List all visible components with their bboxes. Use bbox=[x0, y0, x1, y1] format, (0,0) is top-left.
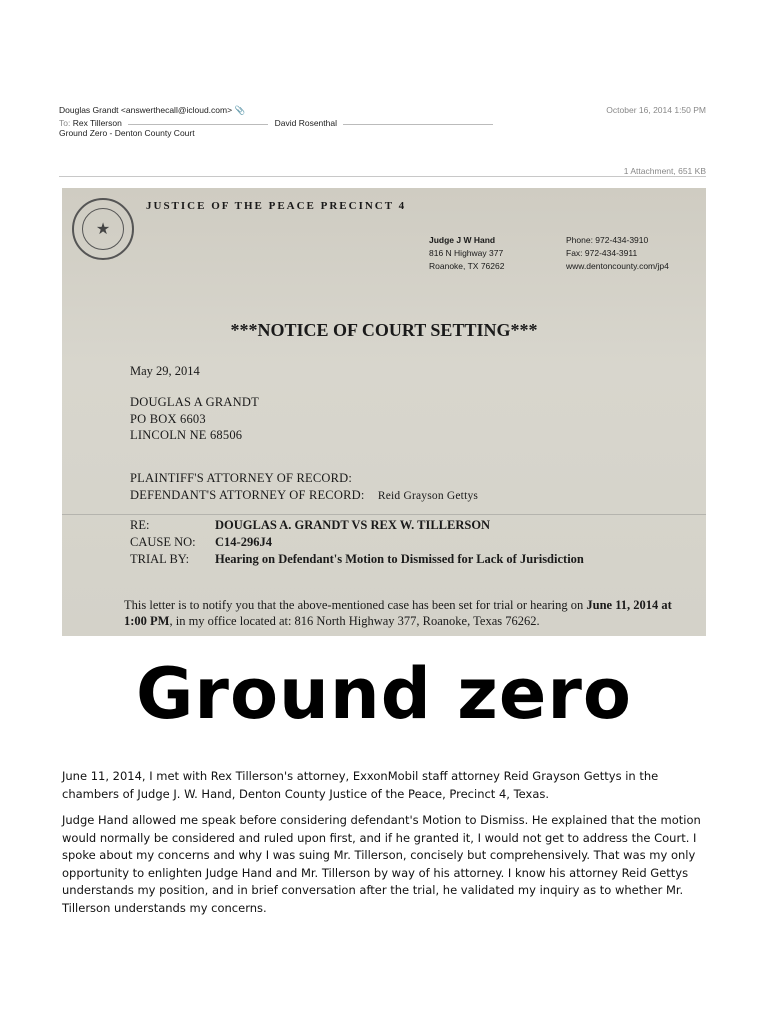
judge-address-1: 816 N Highway 377 bbox=[429, 248, 504, 258]
email-recipients bbox=[59, 118, 497, 128]
recipient-1[interactable]: Rex Tillerson bbox=[72, 118, 122, 128]
judge-name: Judge J W Hand bbox=[429, 235, 496, 245]
sender-address: Douglas Grandt <answerthecall@icloud.com> bbox=[59, 105, 233, 115]
contact-block bbox=[566, 234, 669, 273]
addressee-name: DOUGLAS A GRANDT bbox=[130, 395, 259, 409]
judge-address-2: Roanoke, TX 76262 bbox=[429, 261, 505, 271]
cause-value: C14-296J4 bbox=[215, 535, 272, 549]
letter-intro: This letter is to notify you that the above-mentioned case has been set for trial or hearing on bbox=[124, 598, 587, 612]
notice-letter bbox=[124, 597, 694, 629]
page-title: Ground zero bbox=[135, 653, 633, 735]
notice-header: JUSTICE OF THE PEACE PRECINCT 4 bbox=[146, 200, 407, 212]
paragraph-1: June 11, 2014, I met with Rex Tillerson's attorney, ExxonMobil staff attorney Reid Grayson Gettys in the chambers of Judge J. W. Hand, Denton County Justice of the Peace, Precinct 4, Texas. bbox=[62, 769, 659, 801]
paper-crease bbox=[62, 514, 706, 515]
judge-block bbox=[429, 234, 504, 273]
letter-rest: , in my office located at: 816 North Highway 377, Roanoke, Texas 76262. bbox=[169, 614, 540, 628]
redaction-line bbox=[343, 124, 493, 125]
defendant-attorney-name: Reid Grayson Gettys bbox=[377, 490, 479, 502]
notice-date: May 29, 2014 bbox=[130, 364, 200, 378]
addressee-city: LINCOLN NE 68506 bbox=[130, 428, 243, 442]
fax: Fax: 972-434-3911 bbox=[566, 248, 638, 258]
defendant-attorney-label: DEFENDANT'S ATTORNEY OF RECORD: bbox=[130, 488, 365, 502]
letter-date: June 11, 2014 at 1:00 PM bbox=[124, 598, 672, 628]
attachment-info[interactable]: 1 Attachment, 651 KB bbox=[623, 166, 706, 176]
email-date: October 16, 2014 1:50 PM bbox=[606, 105, 706, 115]
website: www.dentoncounty.com/jp4 bbox=[566, 261, 669, 271]
notice-title: ***NOTICE OF COURT SETTING*** bbox=[230, 320, 538, 340]
email-subject: Ground Zero - Denton County Court bbox=[59, 128, 195, 138]
re-value: DOUGLAS A. GRANDT VS REX W. TILLERSON bbox=[215, 518, 491, 532]
email-sender bbox=[59, 105, 245, 116]
plaintiff-attorney: PLAINTIFF'S ATTORNEY OF RECORD: bbox=[130, 471, 353, 485]
paragraph-2: Judge Hand allowed me speak before considering defendant's Motion to Dismiss. He explained that the motion would normally be considered and ruled upon first, and if he granted it, I would not get to address the Court. I spoke about my concerns and why I was suing Mr. Tillerson, concisely but comprehensively. That was my only opportunity to enlighten Judge Hand and Mr. Tillerson by way of his attorney. I know his attorney Reid Gettys understands my position, and in brief conversation after the trial, he validated my inquiry as to whether Mr. Tillerson understands my concerns. bbox=[62, 813, 701, 915]
redaction-line bbox=[128, 124, 268, 125]
re-label: RE: bbox=[130, 518, 150, 532]
trial-label: TRIAL BY: bbox=[130, 552, 190, 566]
trial-value: Hearing on Defendant's Motion to Dismissed for Lack of Jurisdiction bbox=[215, 552, 584, 566]
header-divider bbox=[59, 176, 706, 177]
cause-label: CAUSE NO: bbox=[130, 535, 196, 549]
paperclip-icon: 📎 bbox=[234, 105, 246, 115]
notice-photo bbox=[62, 188, 706, 636]
phone: Phone: 972-434-3910 bbox=[566, 235, 649, 245]
recipient-2[interactable]: David Rosenthal bbox=[274, 118, 337, 128]
county-seal-icon bbox=[72, 198, 134, 260]
defendant-attorney bbox=[130, 488, 478, 503]
addressee-po: PO BOX 6603 bbox=[130, 412, 206, 426]
to-label: To: bbox=[59, 118, 71, 128]
star-icon: ★ bbox=[82, 208, 124, 250]
